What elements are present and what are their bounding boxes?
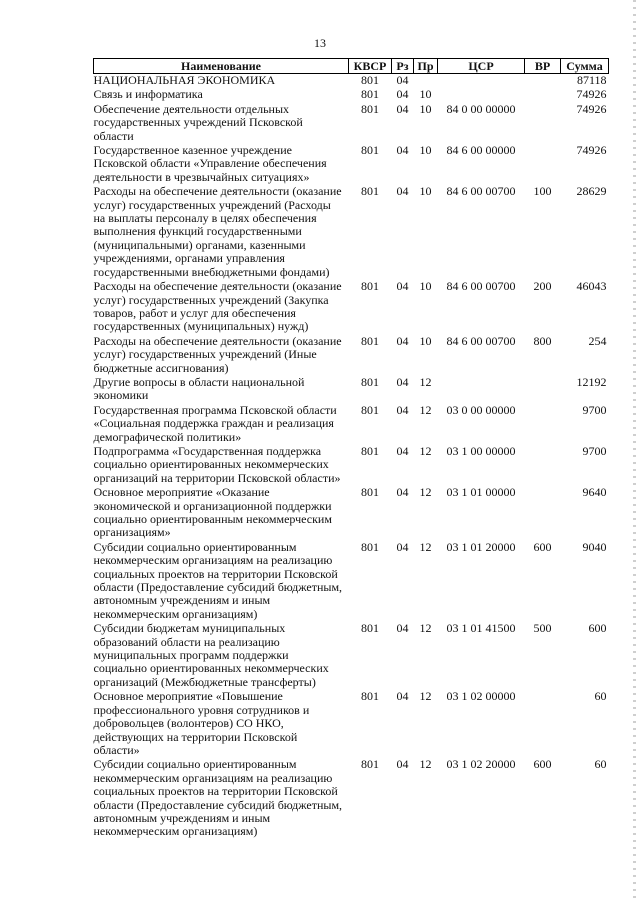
header-pr: Пр [414,59,438,74]
row-pr: 12 [419,621,432,636]
row-pr: 10 [419,279,432,294]
table-row [94,335,609,376]
table-row [94,103,609,144]
row-vr: 500 [533,621,552,636]
row-pr: 12 [419,374,432,389]
table-row [94,445,609,486]
row-rz: 04 [396,689,409,704]
row-name: Другие вопросы в области национальной экономики [93,374,305,403]
row-kvsr: 801 [361,101,379,116]
row-rz: 04 [396,73,409,87]
row-csr: 03 1 02 00000 [446,689,516,704]
header-name: Наименование [94,59,349,74]
row-pr: 10 [419,333,432,348]
row-rz: 04 [396,539,409,554]
row-kvsr: 801 [361,374,379,389]
header-kvsr: КВСР [349,59,392,74]
row-vr [525,486,561,541]
table-row [94,88,609,102]
row-vr: 800 [533,333,552,348]
row-vr [525,103,561,144]
row-csr: 84 6 00 00000 [446,143,516,158]
row-vr [525,74,561,89]
row-kvsr: 801 [361,184,379,199]
row-name: Государственная программа Псковской области «Социальная поддержка граждан и реализация демографической политики» [93,402,337,444]
row-sum: 9700 [582,402,607,417]
row-name: Расходы на обеспечение деятельности (оказание услуг) государственных учреждений (Закупка товаров, работ и услуг для обеспечения государственных (муниципальных) нужд) [93,279,342,334]
row-sum: 9640 [582,485,607,500]
row-pr: 12 [419,485,432,500]
row-vr: 600 [533,539,552,554]
table-row [94,280,609,335]
row-vr: 100 [533,184,552,199]
row-kvsr: 801 [361,333,379,348]
row-rz: 04 [396,279,409,294]
row-kvsr: 801 [361,621,379,636]
row-rz: 04 [396,333,409,348]
table-row [94,185,609,280]
row-pr: 12 [419,689,432,704]
row-kvsr: 801 [361,279,379,294]
row-sum: 600 [588,621,607,636]
row-name: Подпрограмма «Государственная поддержка социально ориентированных некоммерческих организаций на территории Псковской области» [93,443,341,485]
row-name: Связь и информатика [93,87,203,102]
row-vr: 200 [533,279,552,294]
row-csr: 84 6 00 00700 [446,184,516,199]
row-pr: 12 [419,757,432,772]
row-name: Основное мероприятие «Повышение профессионального уровня сотрудников и добровольцев (волонтеров) СО НКО, действующих на территории Псковской области» [93,689,310,757]
row-vr: 600 [533,757,552,772]
row-kvsr: 801 [361,143,379,158]
row-rz: 04 [396,485,409,500]
row-sum: 9700 [582,443,607,458]
table-row [94,541,609,622]
page-number: 13 [314,36,326,50]
row-kvsr: 801 [361,87,379,102]
table-row [94,144,609,185]
header-vr: ВР [525,59,561,74]
row-rz: 04 [396,621,409,636]
row-rz: 04 [396,402,409,417]
row-pr: 12 [419,402,432,417]
row-vr [525,88,561,102]
row-name: Субсидии социально ориентированным некоммерческим организациям на реализацию социальных проектов на территории Псковской области (Предоставление субсидий бюджетным, автономным учреждениям и иным некоммерческим организациям) [93,539,343,621]
row-rz: 04 [396,443,409,458]
row-name: Основное мероприятие «Оказание экономической и организационной поддержки социально ориентированным некоммерческим организациям» [93,485,332,540]
table-row [94,404,609,445]
row-sum: 60 [594,689,607,704]
row-kvsr: 801 [361,73,379,87]
row-sum: 254 [588,333,607,348]
row-sum: 74926 [576,143,607,158]
row-sum: 12192 [576,374,607,389]
row-csr [438,74,525,89]
table-row [94,486,609,541]
row-csr: 03 1 01 20000 [446,539,516,554]
row-pr: 10 [419,101,432,116]
row-pr: 12 [419,443,432,458]
row-rz: 04 [396,101,409,116]
table-row [94,376,609,404]
row-rz: 04 [396,374,409,389]
row-csr: 03 1 01 00000 [446,485,516,500]
row-sum: 60 [594,757,607,772]
row-csr [438,88,525,102]
row-kvsr: 801 [361,539,379,554]
row-sum: 28629 [576,184,607,199]
row-kvsr: 801 [361,757,379,772]
row-sum: 87118 [576,73,607,87]
row-kvsr: 801 [361,443,379,458]
row-name: Субсидии социально ориентированным некоммерческим организациям на реализацию социальных проектов на территории Псковской области (Предоставление субсидий бюджетным, автономным учреждениям и иным некоммерческим организациям) [93,757,343,839]
budget-table [93,58,609,840]
row-kvsr: 801 [361,402,379,417]
row-csr: 84 0 00 00000 [446,101,516,116]
row-csr: 84 6 00 00700 [446,279,516,294]
table-header-row [94,59,609,74]
row-name: Расходы на обеспечение деятельности (оказание услуг) государственных учреждений (Расходы на выплаты персоналу в целях обеспечения выполнения функций государственными (муниципальными) органами, казенными учреждениями, органами управления государственными внебюджетными фондами) [93,184,342,279]
row-csr: 03 0 00 00000 [446,402,516,417]
row-sum: 74926 [576,101,607,116]
row-name: Субсидии бюджетам муниципальных образований области на реализацию муниципальных программ поддержки социально ориентированных некоммерческих организаций (Межбюджетные трансферты) [93,621,329,689]
row-csr: 03 1 02 20000 [446,757,516,772]
table-row [94,622,609,690]
row-pr [414,74,438,89]
row-csr: 03 1 01 41500 [446,621,516,636]
row-rz: 04 [396,757,409,772]
row-sum: 74926 [576,87,607,102]
row-kvsr: 801 [361,485,379,500]
row-name: НАЦИОНАЛЬНАЯ ЭКОНОМИКА [93,73,276,87]
row-name: Расходы на обеспечение деятельности (оказание услуг) государственных учреждений (Иные бюджетные ассигнования) [93,333,342,375]
row-vr [525,445,561,486]
table-row [94,758,609,839]
header-sum: Сумма [561,59,609,74]
row-sum: 46043 [576,279,607,294]
row-vr [525,376,561,404]
row-pr: 10 [419,143,432,158]
row-name: Государственное казенное учреждение Псковской области «Управление обеспечения деятельности в чрезвычайных ситуациях» [93,143,327,184]
table-row [94,74,609,89]
row-vr [525,144,561,185]
row-pr: 10 [419,87,432,102]
table-row [94,690,609,758]
row-pr: 12 [419,539,432,554]
row-rz: 04 [396,184,409,199]
row-rz: 04 [396,87,409,102]
row-kvsr: 801 [361,689,379,704]
header-rz: Рз [392,59,414,74]
row-vr [525,404,561,445]
row-rz: 04 [396,143,409,158]
row-pr: 10 [419,184,432,199]
header-csr: ЦСР [438,59,525,74]
row-csr [438,376,525,404]
scan-edge-marks [633,0,636,899]
row-csr: 84 6 00 00700 [446,333,516,348]
row-csr: 03 1 00 00000 [446,443,516,458]
row-sum: 9040 [582,539,607,554]
row-vr [525,690,561,758]
row-name: Обеспечение деятельности отдельных государственных учреждений Псковской области [93,101,303,143]
